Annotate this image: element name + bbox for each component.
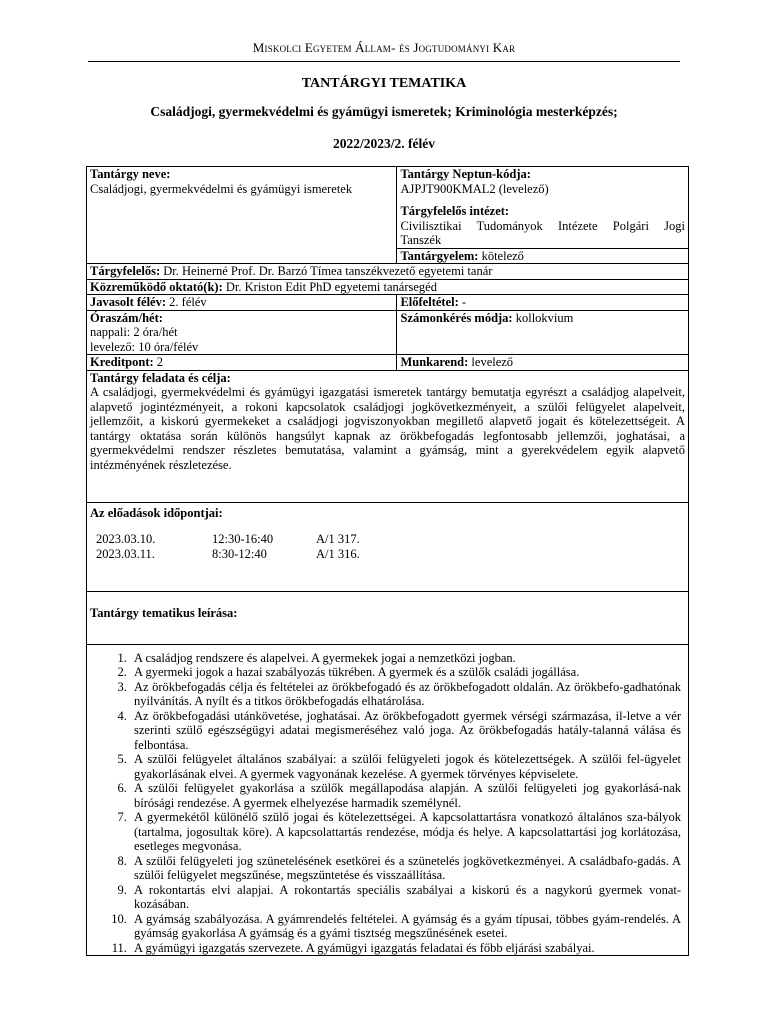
responsible-label: Tárgyfelelős: [90,264,161,278]
course-element-label: Tantárgyelem: [400,248,479,263]
exam-label: Számonkérés módja: [400,310,513,325]
responsible-value: Dr. Heinerné Prof. Dr. Barzó Tímea tanszékvezető egyetemi tanár [163,264,493,278]
topic-item: 4. Az örökbefogadási utánkövetése, joghatásai. Az örökbefogadott gyermek vérségi származása, il-letve a vér szerinti szülő egészségügyi adatai megismeréséhez való joga. Az örökbefogadás hatály-talanná válása és felbontása. [130,709,681,753]
topic-item: 2. A gyermeki jogok a hazai szabályozás tükrében. A gyermek és a szülők családi jogállása. [130,665,681,680]
suggested-semester-value: 2. félév [169,295,207,309]
institute-label: Tárgyfelelős intézet: [400,204,510,218]
suggested-semester-cell [87,295,397,311]
contributor-label: Közreműködő oktató(k): [90,279,223,294]
lecture-row [96,547,685,562]
task-text: A családjogi, gyermekvédelmi és gyámügyi igazgatási ismeretek tantárgy bemutatja egyrészt a családjog alapelveit, alapvető jogintézményeit, a rokoni kapcsolatok családjogi jogkövetkezményeit, a szülői felügyelet alapelveit, jellemzőit, a kiskorú gyermekeket a családjogi jogviszonyokban megillető alapvető jogait és kötelezettségeit. A tantárgy oktatása során különös hangsúlyt kapnak az örökbefogadás legfontosabb jellemzői, joghatásai, a gyermekvédelmi rendszer részletes bemutatása, valamint a gyámság, mint a gyerekvédelem egyik alapvető intézményének részletezése. [90,385,685,472]
topic-item: 9. A rokontartás elvi alapjai. A rokontartás speciális szabályai a kiskorú és a nagykorú gyermek vonat-kozásában. [130,883,681,912]
lecture-date: 2023.03.11. [96,546,155,561]
prerequisite-value: - [461,295,467,309]
neptun-code: AJPJT900KMAL2 (levelező) [400,181,549,196]
prerequisite-label: Előfeltétel: [400,295,459,309]
hours-day: nappali: 2 óra/hét [90,325,178,339]
topic-item: 6. A szülői felügyelet gyakorlása a szülők megállapodása alapján. A szülői felügyeleti jog gyakorlásá-nak bírósági rendezése. A gyermek elhelyezése harmadik személynél. [130,781,681,810]
document-subtitle: Családjogi, gyermekvédelmi és gyámügyi ismeretek; Kriminológia mesterképzés; [150,104,618,119]
lecture-list [96,532,685,561]
course-name: Családjogi, gyermekvédelmi és gyámügyi ismeretek [90,181,353,196]
course-element-value: kötelező [481,248,524,263]
task-label: Tantárgy feladata és célja: [90,370,231,385]
semester-label: 2022/2023/2. félév [333,136,435,151]
contributor-value: Dr. Kriston Edit PhD egyetemi tanársegéd [225,279,437,294]
schedule-cell [397,355,689,371]
course-table [86,166,689,956]
responsible-row [87,264,689,280]
topic-item: 1. A családjog rendszere és alapelvei. A gyermekek jogai a nemzetközi jogban. [130,651,681,666]
hours-correspondence: levelező: 10 óra/félév [90,339,199,354]
institute-value-tail: Tanszék [400,233,442,247]
hours-cell [87,310,397,355]
document-title: TANTÁRGYI TEMATIKA [301,76,467,91]
header-divider [88,61,680,62]
topics-cell [87,644,689,956]
lecture-room: A/1 317. [316,532,360,546]
exam-cell [397,310,689,355]
topic-item: 7. A gyermekétől különélő szülő jogai és kötelezettségei. A kapcsolattartásra vonatkozó általános sza-bályok (tartalma, jogosultak köre). A kapcsolattartás rendezése, módja és helye. A kapcsolattartási jog korlátozása, esetleges megvonása. [130,810,681,854]
lecture-time: 8:30-12:40 [212,546,267,561]
institution-header: Miskolci Egyetem Állam- és Jogtudományi Kar [252,40,516,55]
hours-label: Óraszám/hét: [90,310,163,325]
topic-item: 8. A szülői felügyeleti jog szünetelésének esetkörei és a szünetelés jogkövetkezményei. A családbafo-gadás. A szülői felügyelet megszűnése, megszüntetése és visszaállítása. [130,854,681,883]
credit-value: 2 [156,355,164,369]
suggested-semester-label: Javasolt félév: [90,295,167,309]
credit-label: Kreditpont: [90,355,154,369]
credit-cell [87,355,397,371]
exam-value: kollokvium [515,310,574,325]
schedule-value: levelező [471,355,514,369]
course-name-cell [87,167,397,264]
topic-item: 10. A gyámság szabályozása. A gyámrendelés feltételei. A gyámság és a gyám típusai, többes gyám-rendelés. A gyámság gyakorlása A gyámság és a gyámi tisztség megszűnésének esetei. [130,912,681,941]
topic-item: 11. A gyámügyi igazgatás szervezete. A gyámügyi igazgatás feladatai és főbb eljárási szabályai. [130,941,681,956]
course-name-label: Tantárgy neve: [90,167,171,181]
institute-value: Civilisztikai Tudományok Intézete Polgári Jogi [400,218,685,233]
topics-label: Tantárgy tematikus leírása: [90,605,238,620]
lecture-date: 2023.03.10. [96,532,156,546]
prerequisite-cell [397,295,689,311]
neptun-label: Tantárgy Neptun-kódja: [400,167,531,181]
course-meta-cell [397,167,689,264]
topic-item: 5. A szülői felügyelet általános szabályai: a szülői felügyeleti jogok és kötelezettségek. A szülői fel-ügyelet gyakorlásának elvei. A gyermek vagyonának kezelése. A gyermek törvényes képviselete. [130,752,681,781]
lecture-time: 12:30-16:40 [212,532,274,546]
topics-list [90,651,685,956]
course-element [397,248,688,264]
lecture-row [96,532,685,547]
task-cell [87,370,689,502]
lectures-label: Az előadások időpontjai: [90,505,223,520]
topic-item: 3. Az örökbefogadás célja és feltételei az örökbefogadó és az örökbefogadott oldalán. Az örökbefo-gadhatónak nyilvánítás. A nyílt és a titkos örökbefogadás elhatárolása. [130,680,681,709]
lectures-cell [87,502,689,591]
schedule-label: Munkarend: [400,355,469,369]
topics-heading-cell [87,591,689,644]
contributor-row [87,279,689,295]
lecture-room: A/1 316. [316,546,360,561]
